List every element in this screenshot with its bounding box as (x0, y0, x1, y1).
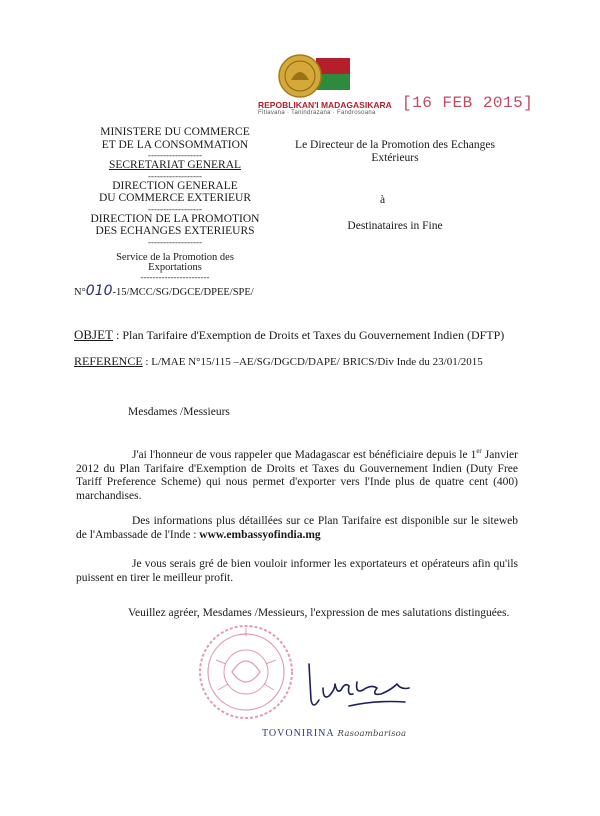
separator: ------------------ (148, 236, 202, 247)
paragraph-1-superscript: er (476, 447, 482, 456)
reference-text: L/MAE N°15/115 –AE/SG/DGCD/DAPE/ BRICS/Div Inde du 23/01/2015 (151, 356, 483, 368)
signatory-name (262, 728, 406, 739)
handwritten-signature (305, 660, 425, 721)
official-stamp-icon (196, 620, 296, 724)
republic-name: REPOBLIKAN'I MADAGASIKARA (258, 100, 392, 110)
ministry-line2: ET DE LA CONSOMMATION (101, 138, 249, 151)
ministry-header (80, 126, 270, 281)
separator: ------------------ (148, 150, 202, 160)
republic-emblem-block (258, 50, 392, 116)
service-line1: Service de la Promotion des (116, 251, 234, 263)
reference-line (74, 354, 483, 369)
direction-promotion-line2: DES ECHANGES EXTERIEURS (95, 225, 255, 237)
paragraph-3-text: Je vous serais gré de bien vouloir informer les exportateurs et opérateurs afin qu'ils puissent en tirer le meilleur profit. (76, 558, 518, 584)
closing-formula: Veuillez agréer, Mesdames /Messieurs, l'expression de mes salutations distinguées. (128, 607, 510, 619)
embassy-website-link[interactable]: www.embassyofindia.mg (199, 528, 321, 541)
reference-number-prefix: N° (74, 287, 86, 298)
direction-promotion-line1: DIRECTION DE LA PROMOTION (90, 212, 260, 225)
paragraph-1-rest: Janvier 2012 du Plan Tarifaire d'Exemption de Droits et Taxes du Gouvernement Indien (Duty Free Tariff Preference Scheme) qui nous permet d'exporter vers l'Inde plus de quatre cent (400) marchandises. (76, 449, 518, 502)
subject-text: Plan Tarifaire d'Exemption de Droits et Taxes du Gouvernement Indien (DFTP) (122, 328, 505, 342)
direction-generale-line1: DIRECTION GENERALE (112, 179, 238, 192)
paragraph-3 (76, 558, 518, 585)
reference-number (74, 283, 254, 299)
subject-line (74, 327, 504, 343)
ministry-line1: MINISTERE DU COMMERCE (100, 126, 250, 138)
paragraph-1-start: J'ai l'honneur de vous rappeler que Madagascar est bénéficiaire depuis le 1 (132, 449, 477, 461)
separator: ------------------ (148, 203, 202, 214)
reference-number-handwritten: 010 (85, 283, 113, 299)
subject-label: OBJET (74, 327, 113, 342)
stamp-bracket-right: ] (523, 94, 534, 112)
separator: ------------------ (148, 170, 202, 181)
subject-colon: : (113, 328, 123, 342)
director-line1: Le Directeur de la Promotion des Echanges (295, 139, 495, 151)
reference-number-suffix: -15/MCC/SG/DGCE/DPEE/SPE/ (112, 287, 254, 298)
secretariat-general: SECRETARIAT GENERAL (108, 159, 242, 171)
paragraph-2-text: Des informations plus détaillées sur ce Plan Tarifaire est disponible sur le siteweb de l'Ambassade de l'Inde : (76, 515, 518, 541)
signature-icon (305, 660, 425, 716)
reference-colon: : (142, 356, 152, 368)
direction-generale-line2: DU COMMERCE EXTERIEUR (98, 192, 252, 204)
date-stamp (402, 94, 533, 112)
to-word: à (380, 194, 386, 206)
official-stamp (196, 620, 296, 729)
signatory-surname: Rasoambarisoa (337, 729, 407, 739)
date-stamp-text: 16 FEB 2015 (412, 94, 524, 112)
recipients: Destinataires in Fine (347, 220, 443, 232)
paragraph-2 (76, 515, 518, 542)
signatory-first-name: TOVONIRINA (262, 728, 335, 739)
republic-motto: Fitiavana · Tanindrazana · Fandrosoana (258, 110, 376, 116)
separator: ----------------------- (140, 271, 210, 282)
stamp-bracket-left: [ (402, 94, 413, 112)
paragraph-1 (76, 449, 518, 503)
reference-label: REFERENCE (74, 354, 143, 368)
sender-director (280, 139, 510, 165)
director-line2: Extérieurs (371, 152, 419, 164)
service-line2: Exportations (148, 261, 202, 273)
republic-seal-icon (274, 50, 354, 102)
salutation: Mesdames /Messieurs (128, 406, 230, 418)
